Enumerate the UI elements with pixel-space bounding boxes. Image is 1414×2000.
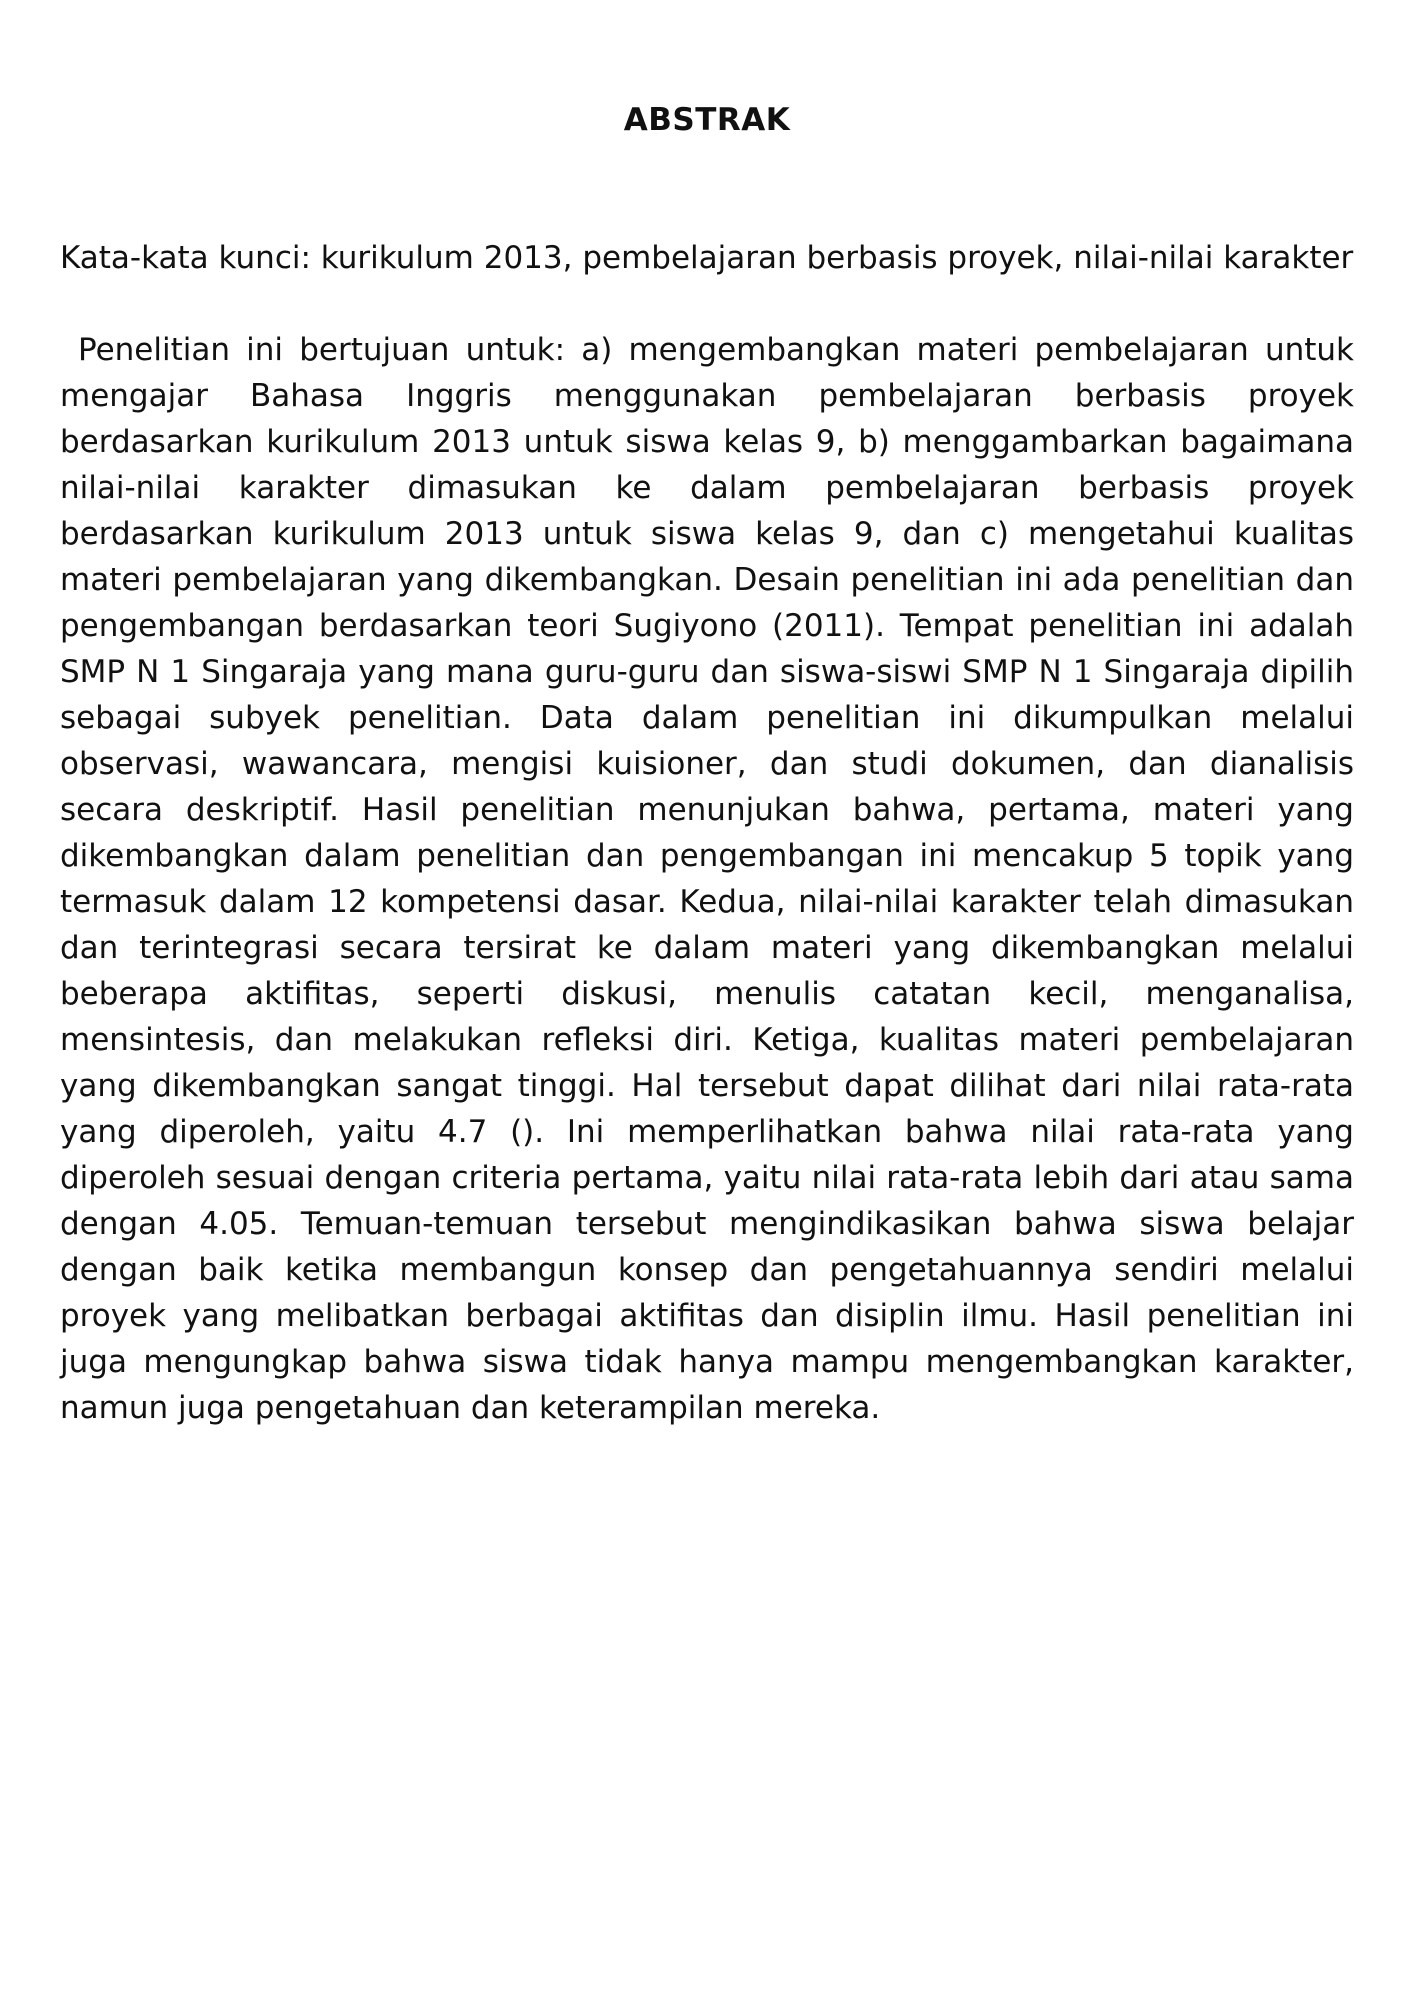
page-title: ABSTRAK: [623, 102, 791, 138]
document-page: [60, 0, 1354, 1431]
abstract-paragraph: Penelitian ini bertujuan untuk: a) mengembangkan materi pembelajaran untuk mengajar Bahasa Inggris menggunakan pembelajaran berbasis proyek berdasarkan kurikulum 2013 untuk siswa kelas 9, b) menggambarkan bagaimana nilai-nilai karakter dimasukan ke dalam pembelajaran berbasis proyek berdasarkan kurikulum 2013 untuk siswa kelas 9, dan c) mengetahui kualitas materi pembelajaran yang dikembangkan. Desain penelitian ini ada penelitian dan pengembangan berdasarkan teori Sugiyono (2011). Tempat penelitian ini adalah SMP N 1 Singaraja yang mana guru-guru dan siswa-siswi SMP N 1 Singaraja dipilih sebagai subyek penelitian. Data dalam penelitian ini dikumpulkan melalui observasi, wawancara, mengisi kuisioner, dan studi dokumen, dan dianalisis secara deskriptif. Hasil penelitian menunjukan bahwa, pertama, materi yang dikembangkan dalam penelitian dan pengembangan ini mencakup 5 topik yang termasuk dalam 12 kompetensi dasar. Kedua, nilai-nilai karakter telah dimasukan dan terintegrasi secara tersirat ke dalam materi yang dikembangkan melalui beberapa aktifitas, seperti diskusi, menulis catatan kecil, menganalisa, mensintesis, dan melakukan refleksi diri. Ketiga, kualitas materi pembelajaran yang dikembangkan sangat tinggi. Hal tersebut dapat dilihat dari nilai rata-rata yang diperoleh, yaitu 4.7 (). Ini memperlihatkan bahwa nilai rata-rata yang diperoleh sesuai dengan criteria pertama, yaitu nilai rata-rata lebih dari atau sama dengan 4.05. Temuan-temuan tersebut mengindikasikan bahwa siswa belajar dengan baik ketika membangun konsep dan pengetahuannya sendiri melalui proyek yang melibatkan berbagai aktifitas dan disiplin ilmu. Hasil penelitian ini juga mengungkap bahwa siswa tidak hanya mampu mengembangkan karakter, namun juga pengetahuan dan keterampilan mereka.: [60, 332, 1354, 1426]
keywords-paragraph: Kata-kata kunci: kurikulum 2013, pembelajaran berbasis proyek, nilai-nilai karakter: [60, 240, 1354, 276]
